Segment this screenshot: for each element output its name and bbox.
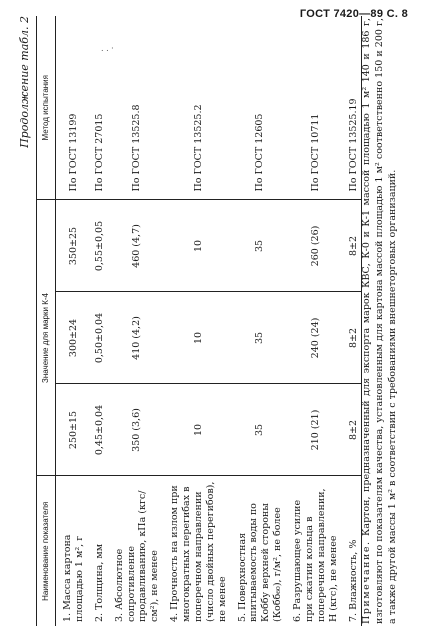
table-row <box>286 16 342 626</box>
row-method: По ГОСТ 12605 <box>231 16 287 200</box>
table-row <box>342 16 362 626</box>
row-value: 0,50±0,04 <box>88 292 108 384</box>
quality-table <box>36 16 362 626</box>
row-value: 250±15 <box>56 384 88 476</box>
note-text: Картон, предназначенный для экспорта марок КВС, К-0 и К-1 массой площадью 1 м² 140 и 186 г, изготовляют по показателям качества, установленным для картона массой площадью 1 м² соответственно 150 и 200 г, а также другой массы 1 м² в соответствии с требованиями внешнеторговых организаций. <box>361 18 398 624</box>
table-row <box>231 16 287 626</box>
column-header-name: Наименование показателя <box>37 476 56 626</box>
row-method: По ГОСТ 13525.2 <box>163 16 230 200</box>
row-value: 300±24 <box>56 292 88 384</box>
table-row <box>163 16 230 626</box>
row-method: По ГОСТ 10711 <box>286 16 342 200</box>
page-header: ГОСТ 7420—89 С. 8 <box>299 8 408 20</box>
table-continuation-label: Продолжение табл. 2 <box>18 16 31 148</box>
row-value: 8±2 <box>342 200 362 292</box>
row-value: 460 (4,7) <box>108 200 164 292</box>
column-header-method: Метод испытания <box>37 16 56 200</box>
row-value: 350±25 <box>56 200 88 292</box>
row-value: 410 (4,2) <box>108 292 164 384</box>
column-header-value: Значение для марки К-4 <box>37 200 56 476</box>
row-value: 35 <box>231 384 287 476</box>
row-value: 260 (26) <box>286 200 342 292</box>
rotated-page-content <box>16 10 420 632</box>
row-method: По ГОСТ 13525.19 <box>342 16 362 200</box>
row-value: 10 <box>163 292 230 384</box>
row-method: По ГОСТ 13525.8 <box>108 16 164 200</box>
row-value: 8±2 <box>342 292 362 384</box>
row-name: 3. Абсолютное сопротивление продавливанию, кПа (кгс/см²), не менее <box>113 490 161 622</box>
row-value: 240 (24) <box>286 292 342 384</box>
row-value: 10 <box>163 200 230 292</box>
row-value: 0,55±0,05 <box>88 200 108 292</box>
row-name: 6. Разрушающее усилие при сжатии кольца в поперечном направлении, Н (кгс), не менее <box>292 488 339 622</box>
row-name: 5. Поверхностная впитываемость воды по Коббу верхней стороны (Кобб₆₀), г/м², не более <box>236 503 284 622</box>
scan-speck: . . · <box>101 44 114 53</box>
row-value: 35 <box>231 200 287 292</box>
row-method: По ГОСТ 13199 <box>56 16 88 200</box>
row-value: 350 (3,6) <box>108 384 164 476</box>
row-value: 210 (21) <box>286 384 342 476</box>
row-value: 0,45±0,04 <box>88 384 108 476</box>
table-row <box>108 16 164 626</box>
row-name: 4. Прочность на излом при многократных перегибах в поперечном направлении (число двойных перегибов), не менее <box>169 481 228 622</box>
row-name: 7. Влажность, % <box>342 476 362 626</box>
row-name: 1. Масса картона площадью 1 м², г <box>62 534 85 622</box>
table-note <box>361 18 399 624</box>
table-row <box>56 16 88 626</box>
row-name: 2. Толщина, мм <box>93 543 105 622</box>
row-method: По ГОСТ 27015 <box>88 16 108 200</box>
row-value: 8±2 <box>342 384 362 476</box>
table-row <box>88 16 108 626</box>
row-value: 35 <box>231 292 287 384</box>
row-value: 10 <box>163 384 230 476</box>
note-label: Примечание. <box>361 540 372 624</box>
